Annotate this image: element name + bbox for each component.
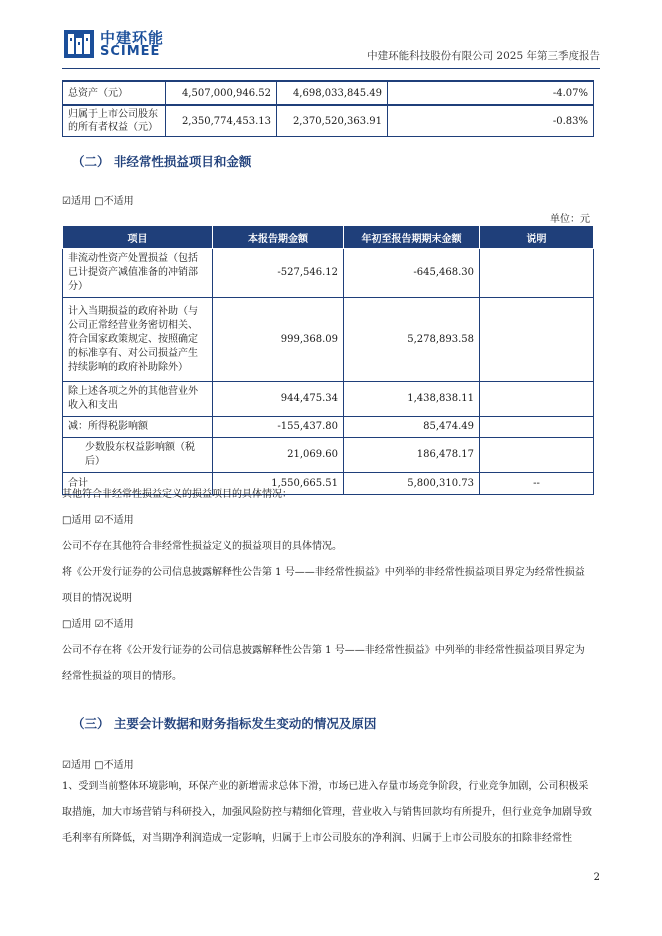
paragraph: 其他符合非经常性损益定义的损益项目的具体情况： [62, 489, 292, 500]
report-title: 中建环能科技股份有限公司 2025 年第三季度报告 [367, 50, 600, 62]
period-cell: 944,475.34 [213, 382, 344, 417]
note-cell: -- [480, 473, 594, 495]
table-row [63, 417, 594, 438]
ytd-cell: 5,278,893.58 [344, 298, 480, 382]
table-row [63, 438, 594, 473]
item-cell: 除上述各项之外的其他营业外收入和支出 [63, 382, 213, 417]
nonrecurring-table [62, 225, 594, 495]
ytd-cell: -645,468.30 [344, 249, 480, 298]
table-row [63, 81, 594, 105]
balance-table [62, 80, 594, 137]
period-cell: 999,368.09 [213, 298, 344, 382]
page-number: 2 [593, 872, 600, 883]
row-label: 归属于上市公司股东的所有者权益（元） [63, 105, 166, 137]
applicable-checkbox-line: ☑适用 □不适用 [62, 760, 134, 771]
table-row [63, 249, 594, 298]
col-header-ytd: 年初至报告期期末金额 [344, 226, 480, 249]
note-cell [480, 382, 594, 417]
logo-en-text: SCIMEE [100, 44, 161, 59]
section-title-nonrecurring: （二） 非经常性损益项目和金额 [72, 154, 252, 169]
ytd-cell: 186,478.17 [344, 438, 480, 473]
item-cell: 减：所得税影响额 [63, 417, 213, 438]
table-row [63, 298, 594, 382]
col-header-period: 本报告期金额 [213, 226, 344, 249]
current-value: 4,507,000,946.52 [166, 81, 277, 105]
period-cell: -527,546.12 [213, 249, 344, 298]
change-value: -0.83% [388, 105, 594, 137]
note-cell [480, 249, 594, 298]
period-cell: -155,437.80 [213, 417, 344, 438]
applicable-checkbox-line: □适用 ☑不适用 [62, 515, 134, 526]
item-cell: 合计 [63, 473, 213, 495]
note-cell [480, 417, 594, 438]
applicable-checkbox-line: ☑适用 □不适用 [62, 196, 134, 207]
paragraph: 将《公开发行证券的公司信息披露解释性公告第 1 号——非经常性损益》中列举的非经常性损益项目界定为经常性损益项目的情况说明 [62, 567, 585, 604]
prior-value: 2,370,520,363.91 [277, 105, 388, 137]
ytd-cell: 85,474.49 [344, 417, 480, 438]
note-cell [480, 298, 594, 382]
paragraph: 公司不存在其他符合非经常性损益定义的损益项目的具体情况。 [62, 541, 342, 552]
current-value: 2,350,774,453.13 [166, 105, 277, 137]
logo-cn-text: 中建环能 [100, 29, 165, 47]
period-cell: 1,550,665.51 [213, 473, 344, 495]
note-cell [480, 438, 594, 473]
col-header-note: 说明 [480, 226, 594, 249]
table-header-row [63, 226, 594, 249]
item-cell: 少数股东权益影响额（税后） [63, 438, 213, 473]
prior-value: 4,698,033,845.49 [277, 81, 388, 105]
unit-label: 单位：元 [550, 214, 590, 225]
item-cell: 计入当期损益的政府补助（与公司正常经营业务密切相关、符合国家政策规定、按照确定的标准享有、对公司损益产生持续影响的政府补助除外） [63, 298, 213, 382]
table-row [63, 382, 594, 417]
paragraph: 公司不存在将《公开发行证券的公司信息披露解释性公告第 1 号——非经常性损益》中列举的非经常性损益项目界定为经常性损益的项目的情形。 [62, 645, 585, 682]
ytd-cell: 5,800,310.73 [344, 473, 480, 495]
section-title-changes: （三） 主要会计数据和财务指标发生变动的情况及原因 [72, 716, 377, 731]
change-value: -4.07% [388, 81, 594, 105]
period-cell: 21,069.60 [213, 438, 344, 473]
logo-building-icon [64, 30, 94, 58]
applicable-checkbox-line: □适用 ☑不适用 [62, 619, 134, 630]
header-divider [62, 68, 600, 69]
company-logo [62, 26, 182, 62]
page-header [62, 26, 600, 66]
paragraph: 1、受到当前整体环境影响，环保产业的新增需求总体下滑，市场已进入存量市场竞争阶段，行业竞争加剧，公司积极采取措施，加大市场营销与科研投入，加强风险防控与精细化管理，营业收入与销售回款均有所提升，但行业竞争加剧导致毛利率有所降低，对当期净利润造成一定影响，归属于上市公司股东的净利润、归属于上市公司股东的扣除非经常性 [62, 781, 592, 844]
col-header-item: 项目 [63, 226, 213, 249]
table-row [63, 105, 594, 137]
row-label: 总资产（元） [63, 81, 166, 105]
ytd-cell: 1,438,838.11 [344, 382, 480, 417]
item-cell: 非流动性资产处置损益（包括已计提资产减值准备的冲销部分） [63, 249, 213, 298]
